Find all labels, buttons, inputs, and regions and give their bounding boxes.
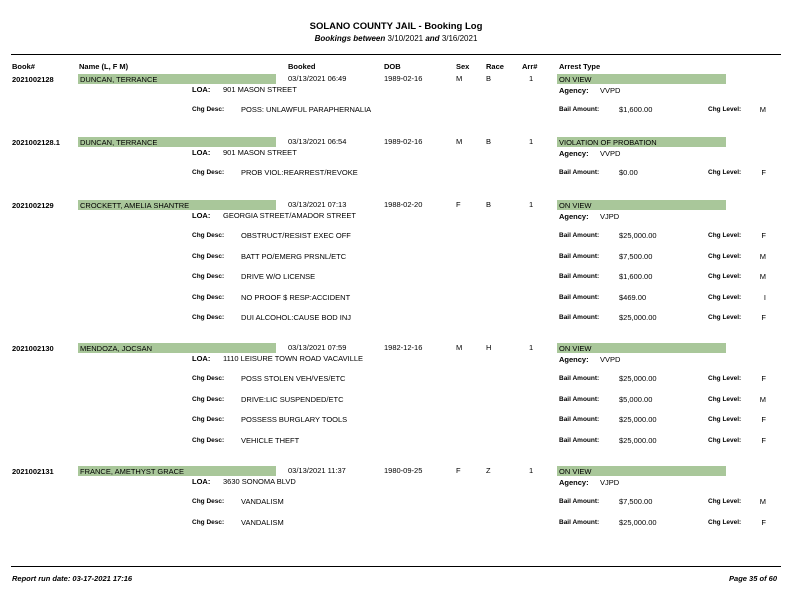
chg-level-label: Chg Level: <box>708 293 742 301</box>
dob: 1980-09-25 <box>384 466 423 475</box>
bail-amount: $25,000.00 <box>619 517 657 527</box>
loa-label: LOA: <box>192 354 211 363</box>
bail-amount-label: Bail Amount: <box>559 169 600 176</box>
bail-amount: $469.00 <box>619 292 647 302</box>
col-book: Book# <box>12 62 35 71</box>
charge-description: VANDALISM <box>241 517 284 527</box>
col-arrest-type: Arrest Type <box>559 62 601 71</box>
bail-amount: $7,500.00 <box>619 497 653 506</box>
charge-level: F <box>761 231 766 240</box>
charge-description: DRIVE W/O LICENSE <box>241 272 316 281</box>
bail-amount-label: Bail Amount: <box>559 395 600 403</box>
bail-amount: $25,000.00 <box>619 313 657 322</box>
agency: VVPD <box>600 355 621 364</box>
loa-label: LOA: <box>192 148 211 157</box>
arrest-number: 1 <box>529 200 534 209</box>
inmate-name: MENDOZA, JOCSAN <box>80 344 153 353</box>
charge-level: F <box>761 313 766 322</box>
agency-label: Agency: <box>559 86 589 95</box>
charge-level: F <box>761 517 766 527</box>
chg-desc-label: Chg Desc: <box>192 436 225 444</box>
charge-level: M <box>759 272 766 281</box>
arrest-number: 1 <box>529 466 534 475</box>
chg-desc-label: Chg Desc: <box>192 106 225 113</box>
bail-amount-label: Bail Amount: <box>559 293 600 301</box>
book-number: 2021002128.1 <box>12 138 60 147</box>
dob: 1989-02-16 <box>384 137 423 146</box>
bail-amount-label: Bail Amount: <box>559 252 600 260</box>
arrest-number: 1 <box>529 74 534 83</box>
location-of-arrest: 901 MASON STREET <box>223 85 297 94</box>
chg-level-label: Chg Level: <box>708 252 742 260</box>
subtitle-and: and <box>425 34 440 43</box>
charge-description: DRIVE:LIC SUSPENDED/ETC <box>241 394 344 404</box>
col-name: Name (L, F M) <box>79 62 129 71</box>
col-booked: Booked <box>288 62 316 71</box>
chg-level-label: Chg Level: <box>708 498 742 505</box>
arrest-type: ON VIEW <box>559 75 592 84</box>
chg-level-label: Chg Level: <box>708 314 742 321</box>
charge-description: VEHICLE THEFT <box>241 435 300 445</box>
location-of-arrest: GEORGIA STREET/AMADOR STREET <box>223 211 356 220</box>
arrest-number: 1 <box>529 137 534 146</box>
book-number: 2021002128 <box>12 75 54 84</box>
booked-datetime: 03/13/2021 06:49 <box>288 74 347 83</box>
charge-description: POSS: UNLAWFUL PARAPHERNALIA <box>241 105 372 114</box>
race: B <box>486 200 492 209</box>
sex: M <box>456 137 463 146</box>
charge-level: F <box>761 435 766 445</box>
chg-desc-label: Chg Desc: <box>192 314 225 321</box>
charge-level: M <box>759 394 766 404</box>
chg-level-label: Chg Level: <box>708 169 742 176</box>
agency-label: Agency: <box>559 478 589 487</box>
dob: 1982-12-16 <box>384 343 423 352</box>
inmate-name: DUNCAN, TERRANCE <box>80 75 158 84</box>
arrest-type: ON VIEW <box>559 467 592 476</box>
chg-desc-label: Chg Desc: <box>192 518 225 526</box>
loa-label: LOA: <box>192 477 211 486</box>
booked-datetime: 03/13/2021 07:59 <box>288 343 347 352</box>
arrest-number: 1 <box>529 343 534 352</box>
inmate-name: CROCKETT, AMELIA SHANTRE <box>80 201 190 210</box>
race: B <box>486 74 492 83</box>
bail-amount-label: Bail Amount: <box>559 375 600 382</box>
bail-amount: $1,600.00 <box>619 105 653 114</box>
bail-amount: $25,000.00 <box>619 415 657 424</box>
dob: 1988-02-20 <box>384 200 423 209</box>
subtitle-prefix: Bookings between <box>314 34 386 43</box>
agency-label: Agency: <box>559 149 589 158</box>
chg-level-label: Chg Level: <box>708 375 742 382</box>
book-number: 2021002130 <box>12 344 54 353</box>
charge-level: I <box>763 292 766 302</box>
col-sex: Sex <box>456 62 470 71</box>
bail-amount: $7,500.00 <box>619 251 653 261</box>
booked-datetime: 03/13/2021 06:54 <box>288 137 347 146</box>
inmate-name: DUNCAN, TERRANCE <box>80 138 158 147</box>
race: H <box>486 343 492 352</box>
chg-desc-label: Chg Desc: <box>192 252 225 260</box>
bail-amount-label: Bail Amount: <box>559 436 600 444</box>
charge-description: DUI ALCOHOL:CAUSE BOD INJ <box>241 313 352 322</box>
chg-desc-label: Chg Desc: <box>192 169 225 176</box>
agency: VJPD <box>600 478 620 487</box>
sex: F <box>456 200 461 209</box>
chg-level-label: Chg Level: <box>708 273 742 280</box>
bail-amount: $25,000.00 <box>619 435 657 445</box>
charge-level: M <box>759 251 766 261</box>
charge-level: M <box>759 497 766 506</box>
chg-desc-label: Chg Desc: <box>192 273 225 280</box>
charge-description: BATT PO/EMERG PRSNL/ETC <box>241 251 347 261</box>
arrest-type: ON VIEW <box>559 344 592 353</box>
charge-description: POSSESS BURGLARY TOOLS <box>241 415 348 424</box>
race: Z <box>486 466 491 475</box>
footer-rule <box>11 566 781 567</box>
charge-description: PROB VIOL:REARREST/REVOKE <box>241 168 358 177</box>
charge-level: M <box>759 105 766 114</box>
charge-level: F <box>761 415 766 424</box>
location-of-arrest: 3630 SONOMA BLVD <box>223 477 296 486</box>
bail-amount-label: Bail Amount: <box>559 273 600 280</box>
page-number: Page 35 of 60 <box>729 574 777 583</box>
sex: F <box>456 466 461 475</box>
agency: VVPD <box>600 86 621 95</box>
arrest-type: VIOLATION OF PROBATION <box>559 138 657 147</box>
charge-level: F <box>761 168 766 177</box>
bail-amount-label: Bail Amount: <box>559 416 600 423</box>
col-dob: DOB <box>384 62 401 71</box>
bail-amount: $25,000.00 <box>619 231 657 240</box>
chg-level-label: Chg Level: <box>708 518 742 526</box>
report-title: SOLANO COUNTY JAIL - Booking Log <box>309 21 483 32</box>
loa-label: LOA: <box>192 211 211 220</box>
chg-level-label: Chg Level: <box>708 232 742 239</box>
book-number: 2021002131 <box>12 467 54 476</box>
chg-level-label: Chg Level: <box>708 106 742 113</box>
chg-desc-label: Chg Desc: <box>192 498 225 505</box>
report-run-date: Report run date: 03-17-2021 17:16 <box>12 574 133 583</box>
report-subtitle <box>0 34 792 43</box>
col-race: Race <box>486 62 504 71</box>
date-to: 3/16/2021 <box>441 34 478 43</box>
bail-amount-label: Bail Amount: <box>559 518 600 526</box>
charge-description: NO PROOF $ RESP:ACCIDENT <box>241 292 351 302</box>
charge-description: VANDALISM <box>241 497 284 506</box>
loa-label: LOA: <box>192 85 211 94</box>
date-from: 3/10/2021 <box>387 34 424 43</box>
chg-desc-label: Chg Desc: <box>192 395 225 403</box>
charge-level: F <box>761 374 766 383</box>
chg-level-label: Chg Level: <box>708 395 742 403</box>
location-of-arrest: 901 MASON STREET <box>223 148 297 157</box>
agency: VVPD <box>600 149 621 158</box>
agency: VJPD <box>600 212 620 221</box>
bail-amount: $0.00 <box>619 168 638 177</box>
sex: M <box>456 74 463 83</box>
bail-amount-label: Bail Amount: <box>559 498 600 505</box>
bail-amount-label: Bail Amount: <box>559 106 600 113</box>
charge-description: OBSTRUCT/RESIST EXEC OFF <box>241 231 351 240</box>
agency-label: Agency: <box>559 355 589 364</box>
book-number: 2021002129 <box>12 201 54 210</box>
booked-datetime: 03/13/2021 07:13 <box>288 200 347 209</box>
arrest-type: ON VIEW <box>559 201 592 210</box>
sex: M <box>456 343 463 352</box>
location-of-arrest: 1110 LEISURE TOWN ROAD VACAVILLE <box>223 354 364 363</box>
charge-description: POSS STOLEN VEH/VES/ETC <box>241 374 346 383</box>
col-arr: Arr# <box>522 62 538 71</box>
bail-amount: $1,600.00 <box>619 272 653 281</box>
chg-level-label: Chg Level: <box>708 416 742 423</box>
dob: 1989-02-16 <box>384 74 423 83</box>
race: B <box>486 137 492 146</box>
chg-level-label: Chg Level: <box>708 436 742 444</box>
chg-desc-label: Chg Desc: <box>192 375 225 382</box>
agency-label: Agency: <box>559 212 589 221</box>
bail-amount-label: Bail Amount: <box>559 314 600 321</box>
header-rule <box>11 54 781 55</box>
bail-amount: $5,000.00 <box>619 394 653 404</box>
bail-amount: $25,000.00 <box>619 374 657 383</box>
chg-desc-label: Chg Desc: <box>192 293 225 301</box>
bail-amount-label: Bail Amount: <box>559 232 600 239</box>
chg-desc-label: Chg Desc: <box>192 232 225 239</box>
inmate-name: FRANCE, AMETHYST GRACE <box>80 467 185 476</box>
chg-desc-label: Chg Desc: <box>192 416 225 423</box>
booked-datetime: 03/13/2021 11:37 <box>288 466 346 475</box>
